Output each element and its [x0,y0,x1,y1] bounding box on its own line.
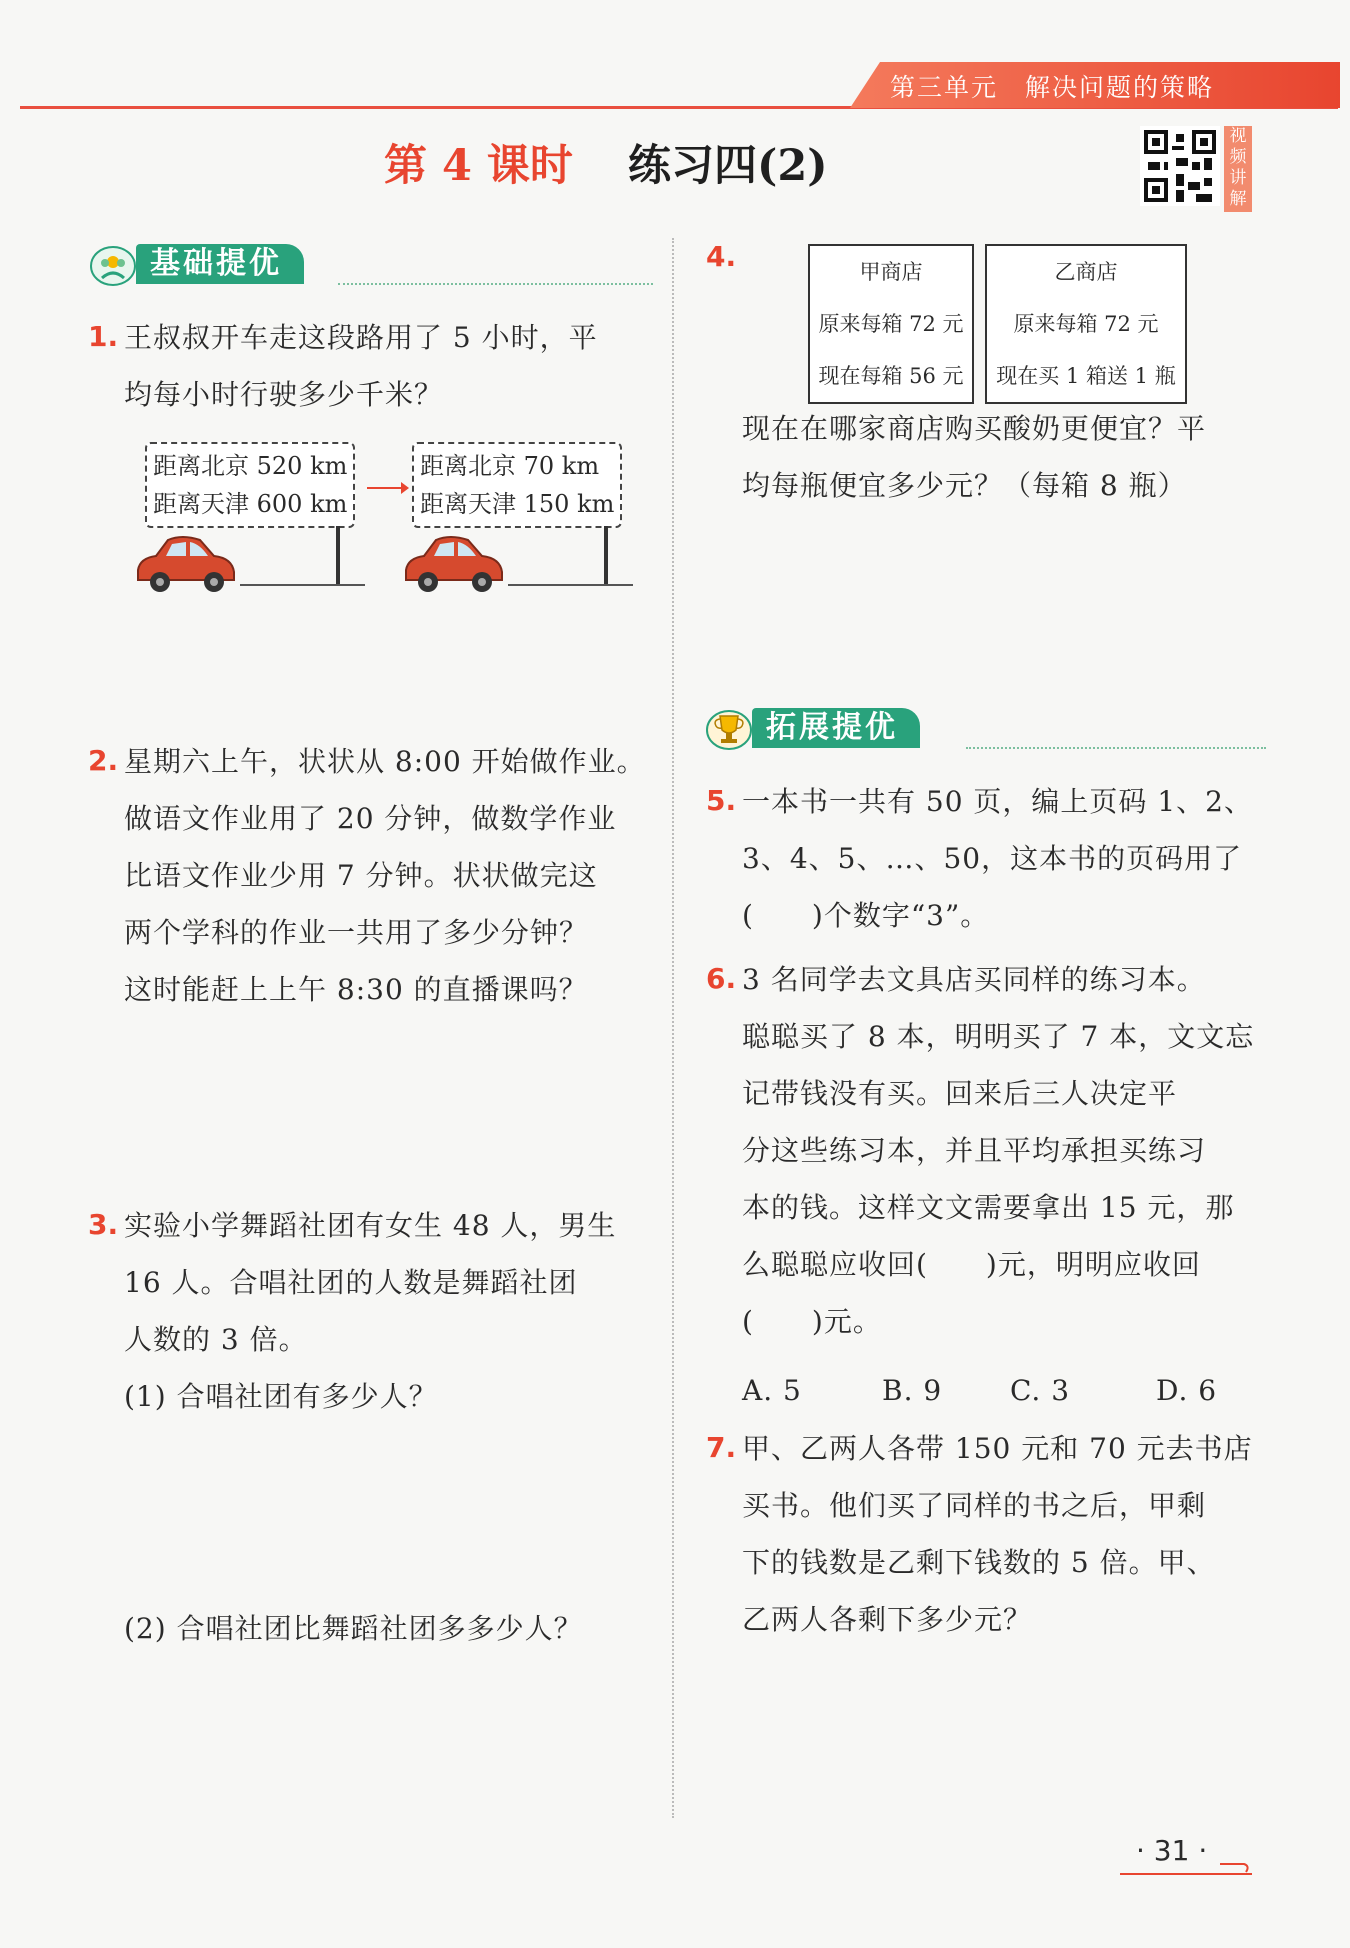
question-line: ( )元。 [742,1305,882,1338]
question-6 [742,951,1312,1350]
option-b[interactable]: B. 9 [882,1374,943,1407]
question-line: 人数的 3 倍。 [124,1323,308,1356]
car-icon [398,530,508,596]
question-number: 4. [706,240,737,273]
question-line: 实验小学舞蹈社团有女生 48 人，男生 [124,1209,617,1242]
sub-question-1: (1) 合唱社团有多少人？ [124,1380,438,1413]
option-d[interactable]: D. 6 [1156,1374,1218,1407]
question-line: ( )个数字“3”。 [742,899,990,932]
road-line [240,584,365,586]
sign-post [336,526,340,586]
sign-line: 距离北京 520 km [153,452,348,480]
shop-a-card [808,244,974,404]
section-title: 基础提优 [136,244,304,284]
trophy-icon [704,706,754,750]
option-a[interactable]: A. 5 [742,1374,802,1407]
question-line: 3、4、5、…、50，这本书的页码用了 [742,842,1243,875]
question-line: 甲、乙两人各带 150 元和 70 元去书店 [742,1432,1253,1465]
lesson-number: 第 4 课时 [384,141,573,191]
shop-line: 现在买 1 箱送 1 瓶 [996,364,1176,388]
question-3 [124,1197,669,1425]
unit-label: 第三单元 解决问题的策略 [890,73,1215,102]
column-divider [672,238,674,1818]
question-line: 16 人。合唱社团的人数是舞蹈社团 [124,1266,578,1299]
page-number: · 31 · [1136,1834,1208,1867]
question-line: 本的钱。这样文文需要拿出 15 元，那 [742,1191,1235,1224]
answer-options [742,1362,1322,1419]
shop-name: 乙商店 [1054,260,1118,284]
section-dotted-rule [338,283,653,285]
question-line: 比语文作业少用 7 分钟。状状做完这 [124,859,598,892]
question-number: 6. [706,962,737,995]
question-line: 下的钱数是乙剩下钱数的 5 倍。甲、 [742,1546,1216,1579]
question-number: 3. [88,1208,119,1241]
question-line: 做语文作业用了 20 分钟，做数学作业 [124,802,617,835]
question-line: 记带钱没有买。回来后三人决定平 [742,1077,1178,1110]
sign-line: 距离北京 70 km [420,452,600,480]
option-c[interactable]: C. 3 [1010,1374,1071,1407]
section-extend [704,706,1264,750]
question-line: 王叔叔开车走这段路用了 5 小时，平 [124,321,598,354]
question-line: 分这些练习本，并且平均承担买练习 [742,1134,1207,1167]
sign-post [604,526,608,586]
distance-sign-2 [412,442,622,528]
question-number: 7. [706,1431,737,1464]
lesson-title: 练习四(2) [628,141,828,191]
shop-line: 原来每箱 72 元 [818,312,964,336]
question-line: 一本书一共有 50 页，编上页码 1、2、 [742,785,1253,818]
question-line: 聪聪买了 8 本，明明买了 7 本，文文忘 [742,1020,1255,1053]
question-line: 3 名同学去文具店买同样的练习本。 [742,963,1206,996]
question-5 [742,773,1312,944]
question-line: 现在在哪家商店购买酸奶更便宜？平 [742,412,1207,445]
question-4 [742,400,1302,514]
question-line: 星期六上午，状状从 8:00 开始做作业。 [124,745,646,778]
road-line [508,584,633,586]
section-basic [88,242,648,286]
page-curl-icon [1218,1856,1252,1876]
question-line: 么聪聪应收回( )元，明明应收回 [742,1248,1201,1281]
sign-line: 距离天津 150 km [420,490,615,518]
question-7 [742,1420,1312,1648]
sign-line: 距离天津 600 km [153,490,348,518]
flower-icon [88,242,138,286]
question-line: 两个学科的作业一共用了多少分钟？ [124,916,589,949]
qr-code-icon[interactable] [1140,126,1220,206]
question-line: 乙两人各剩下多少元？ [742,1603,1033,1636]
distance-sign-1 [145,442,355,528]
question-1 [124,309,664,423]
question-number: 5. [706,784,737,817]
sub-question-2: (2) 合唱社团比舞蹈社团多多少人？ [124,1612,583,1645]
question-number: 2. [88,744,119,777]
section-title: 拓展提优 [752,708,920,748]
shop-name: 甲商店 [859,260,923,284]
question-number: 1. [88,320,119,353]
shop-line: 现在每箱 56 元 [818,364,964,388]
arrow-icon [365,478,411,498]
video-explain-label: 视频讲解 [1224,126,1252,212]
question-line: 均每瓶便宜多少元？（每箱 8 瓶） [742,469,1187,502]
car-icon [130,530,240,596]
question-line: 这时能赶上上午 8:30 的直播课吗？ [124,973,588,1006]
shop-line: 原来每箱 72 元 [1013,312,1159,336]
question-line: 均每小时行驶多少千米？ [124,378,444,411]
section-dotted-rule [966,747,1266,749]
shop-b-card [985,244,1187,404]
question-2 [124,733,669,1018]
question-line: 买书。他们买了同样的书之后，甲剩 [742,1489,1207,1522]
